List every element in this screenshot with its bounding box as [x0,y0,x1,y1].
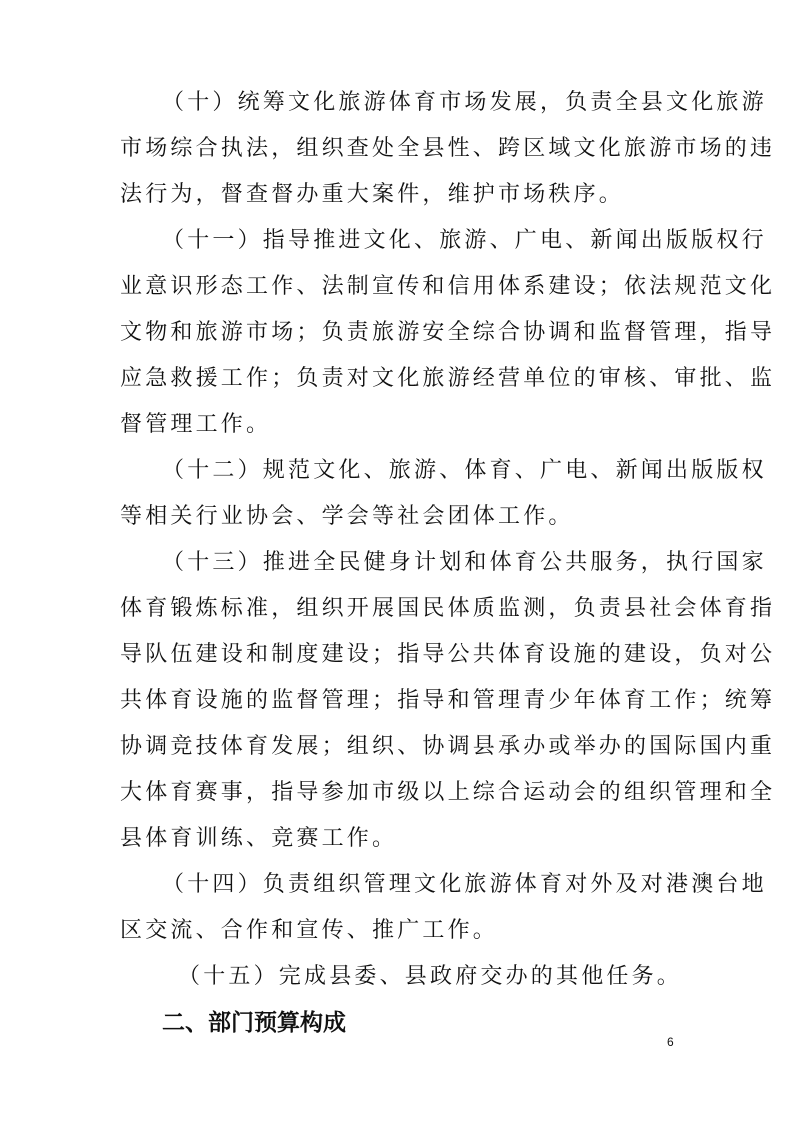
text-line: 督管理工作。 [120,412,272,437]
text-line: （十四）负责组织管理文化旅游体育对外及对港澳台地 [162,872,767,897]
text-line: 导队伍建设和制度建设；指导公共体育设施的建设，负对公 [120,642,776,667]
text-line: （十五）完成县委、县政府交办的其他任务。 [178,964,683,989]
text-line: （十一）指导推进文化、旅游、广电、新闻出版版权行 [162,228,767,253]
text-line: （十二）规范文化、旅游、体育、广电、新闻出版版权 [162,458,767,483]
text-line: （十三）推进全民健身计划和体育公共服务，执行国家 [162,550,767,575]
text-line: 区交流、合作和宣传、推广工作。 [120,918,499,943]
text-line: 应急救援工作；负责对文化旅游经营单位的审核、审批、监 [120,366,776,391]
text-line: 共体育设施的监督管理；指导和管理青少年体育工作；统筹 [120,688,776,713]
text-line: 等相关行业协会、学会等社会团体工作。 [120,504,574,529]
text-line: 业意识形态工作、法制宣传和信用体系建设；依法规范文化 [120,274,776,299]
text-line: 大体育赛事，指导参加市级以上综合运动会的组织管理和全 [120,780,776,805]
text-line: 市场综合执法，组织查处全县性、跨区域文化旅游市场的违 [120,136,776,161]
text-line: 法行为，督查督办重大案件，维护市场秩序。 [120,182,625,207]
text-line: 县体育训练、竞赛工作。 [120,826,398,851]
text-line: （十）统筹文化旅游体育市场发展，负责全县文化旅游 [162,90,767,115]
section-heading: 二、部门预算构成 [162,1010,346,1036]
page-number: 6 [667,1035,674,1049]
text-line: 文物和旅游市场；负责旅游安全综合协调和监督管理，指导 [120,320,776,345]
text-line: 体育锻炼标准，组织开展国民体质监测，负责县社会体育指 [120,596,776,621]
text-line: 协调竞技体育发展；组织、协调县承办或举办的国际国内重 [120,734,776,759]
